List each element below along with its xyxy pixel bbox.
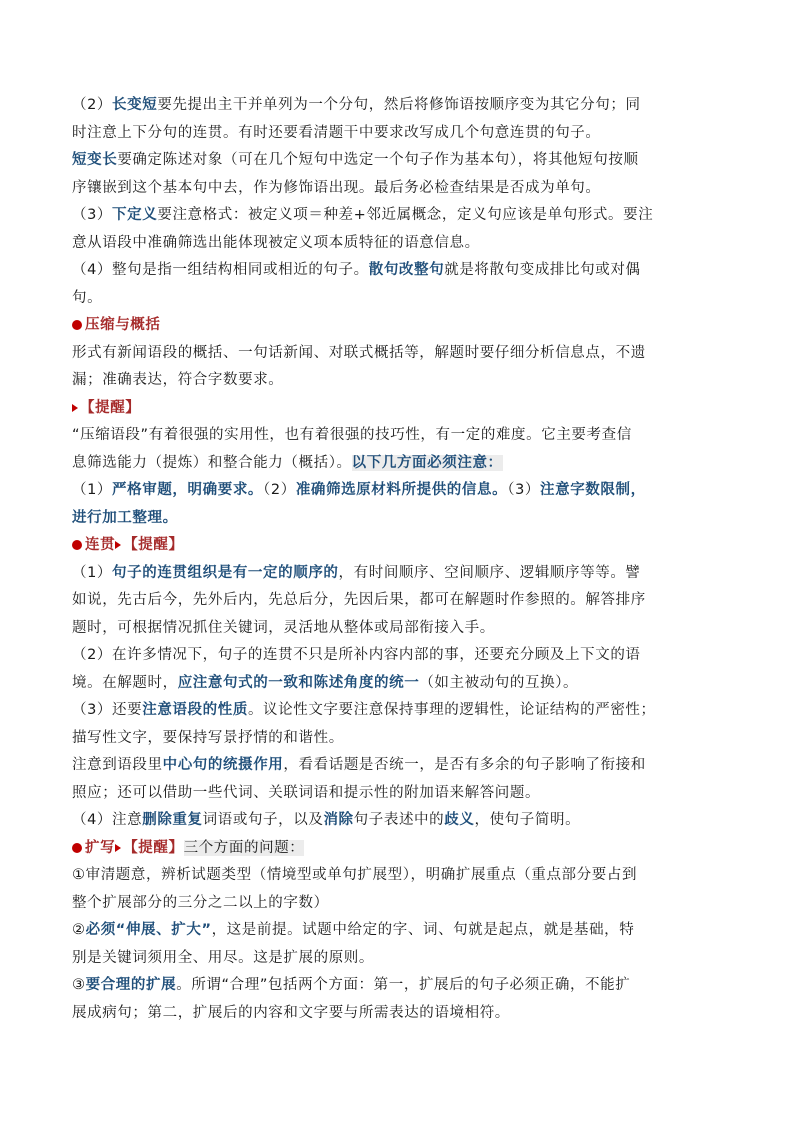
tip-line-1: “压缩语段”有着很强的实用性，也有着很强的技巧性，有一定的难度。它主要考查信 xyxy=(72,427,632,443)
keyword: 进行加工整理。 xyxy=(72,509,178,526)
tip-line-4 xyxy=(72,505,724,533)
document-body xyxy=(72,92,724,1027)
keyword: 要合理的扩展 xyxy=(85,977,177,993)
section-title: 连贯 xyxy=(85,537,116,553)
keyword: 严格审题，明确要求。 xyxy=(112,482,264,498)
text: 句子表述中的 xyxy=(353,812,445,828)
keyword-definition: 下定义 xyxy=(112,207,158,223)
text: 要先提出主干并单列为一个分句，然后将修饰语按顺序变为其它分句；同 xyxy=(157,97,641,113)
triangle-right-icon xyxy=(72,404,78,412)
keyword: 注意字数限制， xyxy=(540,482,646,498)
tip-heading xyxy=(72,395,724,423)
expand-line-4: 别是关键词须用全、用尽。这是扩展的原则。 xyxy=(72,949,374,966)
tip-line-3 xyxy=(72,477,724,505)
text: （4）注意 xyxy=(72,812,143,828)
section-title: 压缩与概括 xyxy=(85,317,161,333)
expand-line-3 xyxy=(72,917,724,945)
red-dot-icon xyxy=(72,843,82,853)
keyword: 删除重复 xyxy=(142,812,203,828)
item-number: ③ xyxy=(72,977,86,993)
triangle-right-icon xyxy=(115,844,121,852)
text: 息筛选能力（提炼）和整合能力（概括）。 xyxy=(72,454,352,471)
para-whole-sentence-line-1 xyxy=(72,257,724,285)
section-heading-coherence xyxy=(72,532,724,560)
keyword: 应注意句式的一致和陈述角度的统一 xyxy=(177,674,420,691)
coherence-line-3: 题时，可根据情况抓住关键词，灵活地从整体或局部衔接入手。 xyxy=(72,619,495,636)
para-short-to-long-line-1 xyxy=(72,147,724,175)
coherence-line-8 xyxy=(72,752,724,780)
text: 注意到语段里 xyxy=(72,757,163,773)
coherence-line-6 xyxy=(72,697,724,725)
text: 词语或句子，以及 xyxy=(202,812,324,828)
para-long-to-short-line-2: 时注意上下分句的连贯。有时还要看清题干中要求改写成几个句意连贯的句子。 xyxy=(72,124,601,141)
para-definition-line-1 xyxy=(72,202,724,230)
text: 要确定陈述对象（可在几个短句中选定一个句子作为基本句），将其他短句按顺 xyxy=(117,152,639,168)
coherence-line-5 xyxy=(72,670,724,698)
text: （4）整句是指一组结构相同或相近的句子。 xyxy=(72,262,369,278)
red-dot-icon xyxy=(72,540,82,550)
keyword-scattered-to-whole: 散句改整句 xyxy=(368,262,445,278)
compress-line-1: 形式有新闻语段的概括、一句话新闻、对联式概括等，解题时要仔细分析信息点，不遗 xyxy=(72,344,646,361)
keyword-long-to-short: 长变短 xyxy=(112,97,158,113)
keyword: 必须“伸展、扩大” xyxy=(85,922,212,938)
keyword: 句子的连贯组织是有一定的顺序的 xyxy=(112,564,339,581)
coherence-line-1 xyxy=(72,560,724,588)
item-number: （1） xyxy=(72,564,113,581)
expand-line-6: 展成病句；第二，扩展后的内容和文字要与所需表达的语境相符。 xyxy=(72,1004,510,1021)
keyword: 中心句的统摄作用 xyxy=(162,757,284,773)
item-number: （3） xyxy=(72,207,113,223)
coherence-line-4: （2）在许多情况下，句子的连贯不只是所补内容内部的事，还要充分顾及上下文的语 xyxy=(72,647,641,663)
coherence-line-2: 如说，先古后今，先外后内，先总后分，先因后果，都可在解题时作参照的。解答排序 xyxy=(72,592,646,608)
text: （3）还要 xyxy=(72,702,143,718)
text: ，这是前提。试题中给定的字、词、句就是起点，就是基础，特 xyxy=(211,922,635,938)
expand-line-5 xyxy=(72,972,724,1000)
expand-line-2: 整个扩展部分的三分之二以上的字数） xyxy=(72,894,329,911)
tip-label: 【提醒】 xyxy=(123,839,184,856)
coherence-line-9: 照应；还可以借助一些代词、关联词语和提示性的附加语来解答问题。 xyxy=(72,784,541,801)
highlight-text: 三个方面的问题： xyxy=(183,839,305,856)
text: 。议论性文字要注意保持事理的逻辑性，论证结构的严密性； xyxy=(247,702,656,718)
text: 。所谓“合理”包括两个方面：第一，扩展后的句子必须正确，不能扩 xyxy=(176,977,631,993)
text: 要注意格式：被定义项＝种差+邻近属概念，定义句应该是单句形式。要注 xyxy=(157,207,654,223)
keyword-short-to-long: 短变长 xyxy=(72,152,118,168)
item-number: （3） xyxy=(507,482,540,498)
text: ，有时间顺序、空间顺序、逻辑顺序等等。譬 xyxy=(338,564,641,581)
item-number: （2） xyxy=(263,482,296,498)
tip-label: 【提醒】 xyxy=(80,399,141,416)
expand-line-1: ①审清题意，辨析试题类型（情境型或单句扩展型），明确扩展重点（重点部分要占到 xyxy=(72,867,638,883)
highlight-text: 以下几方面必须注意： xyxy=(351,454,503,471)
coherence-line-10 xyxy=(72,807,724,835)
item-number: ② xyxy=(72,922,86,938)
coherence-line-7: 描写性文字，要保持写景抒情的和谐性。 xyxy=(72,729,344,746)
item-number: （1） xyxy=(72,482,113,498)
para-definition-line-2: 意从语段中准确筛选出能体现被定义项本质特征的语意信息。 xyxy=(72,234,480,251)
para-long-to-short-line-1 xyxy=(72,92,724,120)
tip-label: 【提醒】 xyxy=(123,537,184,553)
para-short-to-long-line-2: 序镶嵌到这个基本句中去，作为修饰语出现。最后务必检查结果是否成为单句。 xyxy=(72,179,601,196)
red-dot-icon xyxy=(72,320,82,330)
text: （如主被动句的互换）。 xyxy=(419,674,579,691)
triangle-right-icon xyxy=(115,541,121,549)
tip-line-2 xyxy=(72,450,724,478)
compress-line-2: 漏；准确表达，符合字数要求。 xyxy=(72,372,284,388)
text: ，看看话题是否统一，是否有多余的句子影响了衔接和 xyxy=(283,757,646,773)
keyword: 歧义 xyxy=(444,812,475,828)
section-heading-expand xyxy=(72,835,724,863)
keyword: 注意语段的性质 xyxy=(142,702,248,718)
section-title: 扩写 xyxy=(85,839,116,856)
text: 就是将散句变成排比句或对偶 xyxy=(444,262,641,278)
text: 境。在解题时， xyxy=(72,674,178,691)
item-number: （2） xyxy=(72,97,113,113)
keyword: 消除 xyxy=(323,812,354,828)
para-whole-sentence-line-2: 句。 xyxy=(72,289,103,306)
section-heading-compress xyxy=(72,312,724,340)
keyword: 准确筛选原材料所提供的信息。 xyxy=(295,482,508,498)
text: ，使句子简明。 xyxy=(474,812,581,828)
